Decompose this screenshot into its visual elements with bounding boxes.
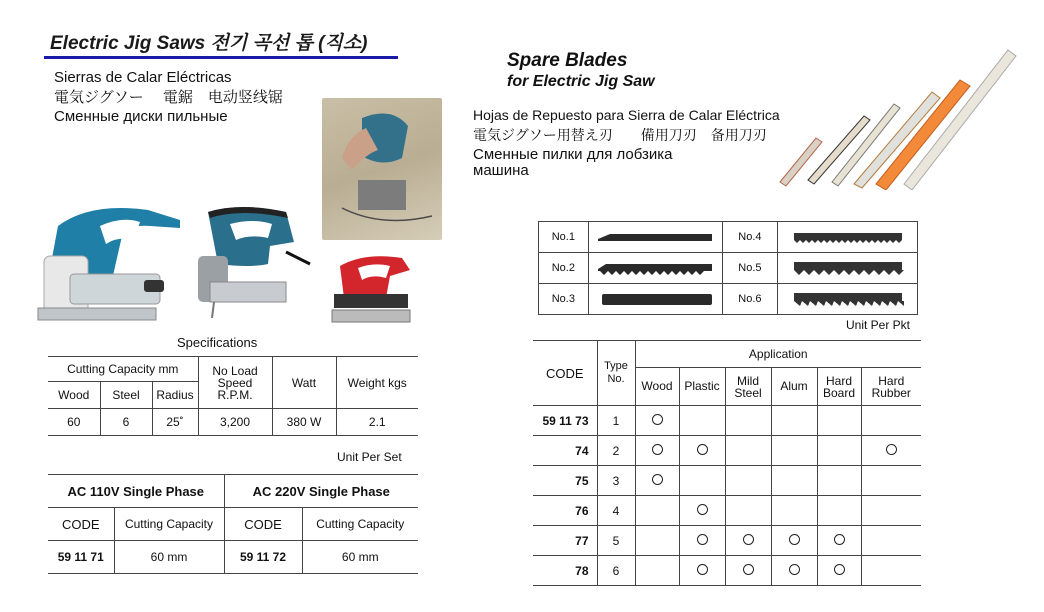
line-ru-1: Сменные пилки для лобзика [473, 146, 673, 163]
suitable-circle-icon [789, 534, 800, 545]
table-row [533, 556, 921, 586]
weight-header: Weight kgs [336, 357, 418, 409]
single-phase-table [48, 474, 418, 574]
application-cell [861, 556, 921, 586]
code-110-value: 59 11 71 [48, 541, 114, 574]
application-cell [679, 556, 725, 586]
subtitle-es: Sierras de Calar Eléctricas [54, 69, 232, 86]
col-wood: Wood [635, 368, 679, 406]
application-cell [861, 466, 921, 496]
blade-1-icon [596, 230, 714, 244]
blade-3-cell [588, 284, 722, 315]
blade-4-icon [792, 230, 904, 244]
suitable-circle-icon [743, 534, 754, 545]
blade-6-cell [778, 284, 918, 315]
ac220-header: AC 220V Single Phase [224, 475, 418, 508]
application-cell [817, 406, 861, 436]
specifications-table [48, 356, 418, 436]
cutting-capacity-header: Cutting Capacity mm [48, 357, 198, 382]
type-cell: 3 [597, 466, 635, 496]
type-cell: 2 [597, 436, 635, 466]
suitable-circle-icon [652, 474, 663, 485]
rpm-value: 3,200 [198, 409, 272, 436]
suitable-circle-icon [652, 444, 663, 455]
application-cell [725, 436, 771, 466]
application-cell [635, 556, 679, 586]
table-row [533, 496, 921, 526]
blade-label-5: No.5 [722, 253, 778, 284]
blade-1-cell [588, 222, 722, 253]
blade-5-icon [792, 260, 904, 276]
table-row [533, 526, 921, 556]
usage-photo [322, 98, 442, 240]
blade-label-3: No.3 [539, 284, 589, 315]
type-header: Type No. [597, 341, 635, 406]
steel-value: 6 [100, 409, 152, 436]
application-cell [679, 496, 725, 526]
spare-blades-image [772, 44, 1020, 190]
hand-saw-photo-icon [322, 98, 442, 240]
jig-saw-teal-image [190, 202, 316, 322]
application-cell [817, 466, 861, 496]
spare-blades-title: Spare Blades [507, 50, 628, 71]
application-cell [861, 436, 921, 466]
blade-6-icon [792, 291, 904, 307]
left-title: Electric Jig Saws 전기 곡선 톱 (직소) [50, 33, 368, 54]
blade-2-cell [588, 253, 722, 284]
blade-types-table [538, 221, 918, 315]
unit-per-pkt: Unit Per Pkt [846, 318, 911, 332]
col-alum: Alum [771, 368, 817, 406]
code-cell: 75 [533, 466, 597, 496]
col-plastic: Plastic [679, 368, 725, 406]
suitable-circle-icon [697, 564, 708, 575]
suitable-circle-icon [697, 534, 708, 545]
suitable-circle-icon [834, 564, 845, 575]
application-cell [725, 466, 771, 496]
code-header: CODE [533, 341, 597, 406]
code-cell: 78 [533, 556, 597, 586]
application-cell [635, 496, 679, 526]
steel-header: Steel [100, 382, 152, 409]
capacity-220-value: 60 mm [302, 541, 418, 574]
radius-header: Radius [152, 382, 198, 409]
application-cell [817, 526, 861, 556]
code-220-value: 59 11 72 [224, 541, 302, 574]
type-cell: 5 [597, 526, 635, 556]
suitable-circle-icon [834, 534, 845, 545]
application-cell [817, 556, 861, 586]
application-cell [679, 436, 725, 466]
capacity-110-label: Cutting Capacity [114, 508, 224, 541]
watt-header: Watt [272, 357, 336, 409]
application-cell [679, 406, 725, 436]
application-cell [725, 496, 771, 526]
blade-3-icon [596, 292, 714, 306]
application-cell [635, 466, 679, 496]
subtitle-ru: Сменные диски пильные [54, 108, 228, 125]
application-table [533, 340, 921, 586]
blade-label-6: No.6 [722, 284, 778, 315]
application-cell [817, 436, 861, 466]
spare-blades-subtitle: for Electric Jig Saw [507, 73, 655, 90]
blade-label-1: No.1 [539, 222, 589, 253]
wood-value: 60 [48, 409, 100, 436]
type-cell: 6 [597, 556, 635, 586]
code-cell: 59 11 73 [533, 406, 597, 436]
weight-value: 2.1 [336, 409, 418, 436]
line-ru-2: машина [473, 162, 529, 179]
application-cell [817, 496, 861, 526]
blade-4-cell [778, 222, 918, 253]
application-cell [861, 526, 921, 556]
code-cell: 76 [533, 496, 597, 526]
application-cell [771, 406, 817, 436]
application-cell [679, 466, 725, 496]
application-cell [771, 556, 817, 586]
application-cell [635, 436, 679, 466]
application-cell [771, 496, 817, 526]
watt-value: 380 W [272, 409, 336, 436]
application-header: Application [635, 341, 921, 368]
application-cell [861, 406, 921, 436]
capacity-110-value: 60 mm [114, 541, 224, 574]
jig-saw-red-image [330, 250, 416, 332]
application-cell [725, 526, 771, 556]
application-cell [861, 496, 921, 526]
code-cell: 74 [533, 436, 597, 466]
suitable-circle-icon [789, 564, 800, 575]
code-220-label: CODE [224, 508, 302, 541]
wood-header: Wood [48, 382, 100, 409]
table-row [533, 436, 921, 466]
suitable-circle-icon [697, 444, 708, 455]
line-es: Hojas de Repuesto para Sierra de Calar Eléctrica [473, 107, 780, 123]
line-jp-cn: 電気ジグソー用替え刃 備用刀刃 备用刀刃 [473, 127, 767, 143]
application-cell [725, 406, 771, 436]
application-cell [771, 436, 817, 466]
title-underline [44, 56, 398, 59]
code-cell: 77 [533, 526, 597, 556]
application-cell [679, 526, 725, 556]
unit-per-set: Unit Per Set [337, 450, 402, 464]
col-hard-board: Hard Board [817, 368, 861, 406]
application-cell [725, 556, 771, 586]
application-cell [635, 526, 679, 556]
jig-saw-blue-image [30, 196, 190, 332]
table-row [533, 466, 921, 496]
suitable-circle-icon [886, 444, 897, 455]
suitable-circle-icon [697, 504, 708, 515]
rpm-header: No Load Speed R.P.M. [198, 357, 272, 409]
suitable-circle-icon [743, 564, 754, 575]
application-cell [771, 466, 817, 496]
table-row [533, 406, 921, 436]
application-cell [771, 526, 817, 556]
col-mild-steel: Mild Steel [725, 368, 771, 406]
code-110-label: CODE [48, 508, 114, 541]
type-cell: 1 [597, 406, 635, 436]
radius-value: 25˚ [152, 409, 198, 436]
blade-label-4: No.4 [722, 222, 778, 253]
blade-2-icon [596, 261, 714, 275]
suitable-circle-icon [652, 414, 663, 425]
col-hard-rubber: Hard Rubber [861, 368, 921, 406]
type-cell: 4 [597, 496, 635, 526]
application-cell [635, 406, 679, 436]
ac110-header: AC 110V Single Phase [48, 475, 224, 508]
capacity-220-label: Cutting Capacity [302, 508, 418, 541]
subtitle-jp-cn: 電気ジグソー 電鋸 电动竖线锯 [54, 89, 283, 106]
blade-5-cell [778, 253, 918, 284]
blade-label-2: No.2 [539, 253, 589, 284]
specifications-label: Specifications [177, 335, 258, 350]
